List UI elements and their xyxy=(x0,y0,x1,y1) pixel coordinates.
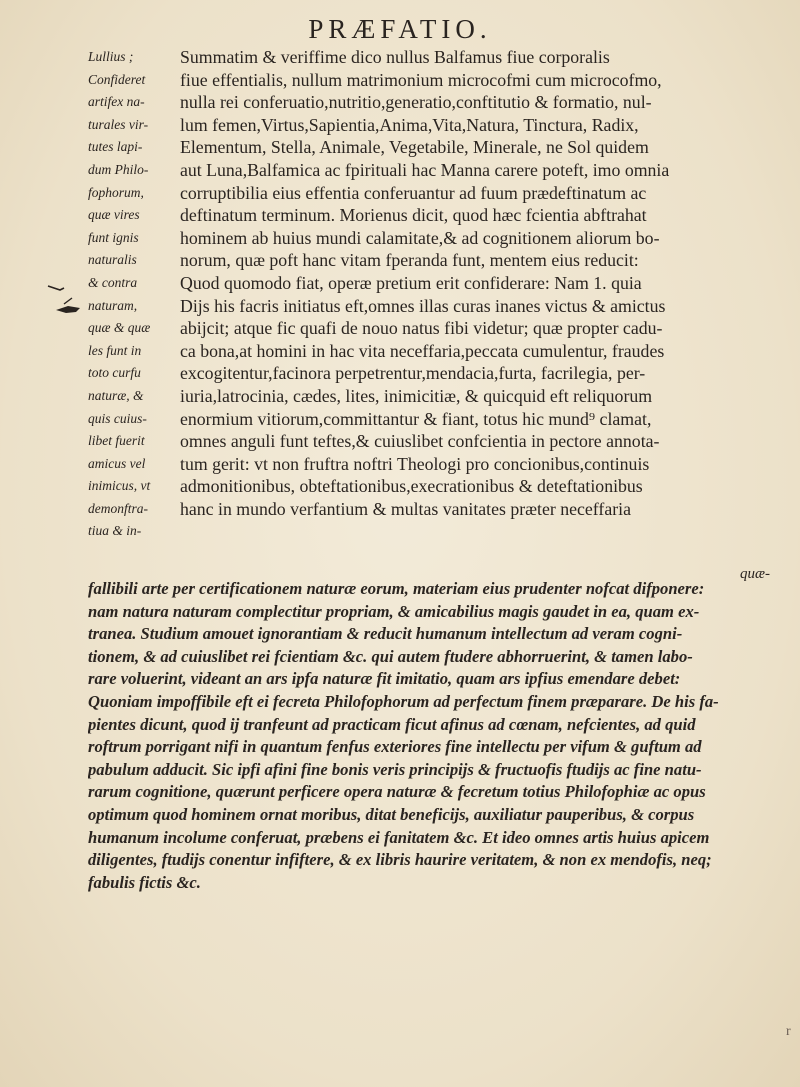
text-line: Quod quomodo fiat, operæ pretium erit confiderare: Nam 1. quia xyxy=(180,272,642,293)
marginal-notes xyxy=(88,46,180,543)
side-note-line: Lullius ; xyxy=(88,49,134,64)
italic-text-line: tionem, & ad cuiuslibet rei fcientiam &c. qui autem ftudere abhorruerint, & tamen labo- xyxy=(88,646,693,666)
text-line: Dijs his facris initiatus eft,omnes illas curas inanes victus & amictus xyxy=(180,295,666,316)
italic-text-line: Quoniam impoffibile eft ei fecreta Philofophorum ad perfectum finem præparare. De his fa- xyxy=(88,691,719,711)
side-note-line: naturæ, & xyxy=(88,387,144,403)
side-note-line: & contra xyxy=(88,274,138,290)
side-note-line: naturalis xyxy=(88,252,137,268)
text-line: omnes anguli funt teftes,& cuiuslibet confcientia in pectore annota- xyxy=(180,431,660,452)
text-line: excogitentur,facinora perpetrentur,mendacia,furta, facrilegia, per- xyxy=(180,363,646,384)
text-line: Summatim & veriffime dico nullus Balfamus fiue corporalis xyxy=(180,47,610,67)
side-note-line: demonftra- xyxy=(88,500,148,516)
text-line: fiue effentialis, nullum matrimonium microcofmi cum microcofmo, xyxy=(180,69,662,90)
side-note-line: artifex na- xyxy=(88,94,145,110)
side-note-line: funt ignis xyxy=(88,229,139,245)
side-note-line: dum Philo- xyxy=(88,161,149,177)
text-line: enormium vitiorum,committantur & fiant, totus hic mund⁹ clamat, xyxy=(180,408,652,429)
side-note-line: amicus vel xyxy=(88,455,146,471)
text-line: corruptibilia eius effentia conferuantur ad fuum prædeftinatum ac xyxy=(180,182,647,203)
side-note-line: libet fuerit xyxy=(88,433,145,449)
body-text-italic xyxy=(88,578,792,894)
side-note-line: inimicus, vt xyxy=(88,478,151,494)
italic-text-line: pabulum adducit. Sic ipfi afini fine bonis veris principijs & fructuofis ftudijs ac fine natu- xyxy=(88,759,702,779)
side-note-line: turales vir- xyxy=(88,116,149,132)
text-line: abijcit; atque fic quafi de nouo natus fibi videtur; quæ propter cadu- xyxy=(180,318,663,339)
italic-text-line: nam natura naturam complectitur propriam, & amicabilius magis gaudet in ea, quam ex- xyxy=(88,601,700,621)
italic-text-line: roftrum porrigant nifi in quantum fenfus exteriores fine intellectu per vifum & guftum ad xyxy=(88,737,702,757)
italic-text-line: fabulis fictis &c. xyxy=(88,872,201,892)
text-line: admonitionibus, obteftationibus,execrationibus & deteftationibus xyxy=(180,476,643,497)
side-note-line: tiua & in- xyxy=(88,523,142,539)
text-line: ca bona,at homini in hac vita neceffaria,peccata cumulentur, fraudes xyxy=(180,340,665,361)
italic-text-line: optimum quod hominem ornat moribus, ditat beneficijs, auxiliatur pauperibus, & corpus xyxy=(88,804,695,824)
side-note-line: fophorum, xyxy=(88,184,144,200)
edge-mark: r xyxy=(786,1024,791,1039)
text-line: deftinatum terminum. Morienus dicit, quod hæc fcientia abftrahat xyxy=(180,205,647,226)
side-note-line: les funt in xyxy=(88,342,142,358)
italic-text-line: rare voluerint, videant an ars ipfa naturæ fit imitatio, quam ars ipfius emendare debet: xyxy=(88,669,681,689)
text-line: tum gerit: vt non fruftra noftri Theologi pro concionibus,continuis xyxy=(180,453,650,474)
text-line: Elementum, Stella, Animale, Vegetabile, Minerale, ne Sol quidem xyxy=(180,137,649,158)
italic-text-line: rarum cognitione, quærunt perficere opera naturæ & fecretum totius Philofophiæ ac opus xyxy=(88,782,706,802)
italic-text-line: fallibili arte per certificationem naturæ eorum, materiam eius prudenter nofcat difponere: xyxy=(88,579,705,598)
side-note-line: toto curfu xyxy=(88,365,141,381)
side-note-line: quæ vires xyxy=(88,207,140,223)
italic-text-line: diligentes, ftudijs conentur infiftere, & ex libris haurire veritatem, & non ex mendofis, neq; xyxy=(88,850,712,870)
side-note-line: Confideret xyxy=(88,71,146,87)
side-note-line: naturam, xyxy=(88,297,138,313)
text-line: aut Luna,Balfamica ac fpirituali hac Manna carere poteft, imo omnia xyxy=(180,159,670,180)
italic-text-line: humanum incolume conferuat, præbens ei fanitatem &c. Et ideo omnes artis huius apicem xyxy=(88,827,710,847)
text-line: nulla rei conferuatio,nutritio,generatio,conftitutio & formatio, nul- xyxy=(180,92,652,113)
catchword: quæ- xyxy=(740,566,770,582)
text-line: hominem ab huius mundi calamitate,& ad cognitionem aliorum bo- xyxy=(180,227,660,248)
side-note-line: tutes lapi- xyxy=(88,139,143,155)
text-line: iuria,latrocinia, cædes, lites, inimicitiæ, & quicquid eft reliquorum xyxy=(180,385,653,406)
italic-text-line: pientes dicunt, quod ij tranfeunt ad practicam ficut afinus ad cœnam, nefcientes, ad quid xyxy=(88,714,696,734)
text-line: norum, quæ poft hanc vitam fperanda funt, mentem eius reducit: xyxy=(180,250,639,271)
side-note-line: quæ & quæ xyxy=(88,320,151,336)
text-line: hanc in mundo verfantium & multas vanitates præter neceffaria xyxy=(180,498,631,519)
text-line: lum femen,Virtus,Sapientia,Anima,Vita,Natura, Tinctura, Radix, xyxy=(180,114,639,135)
body-text-roman xyxy=(180,46,792,520)
italic-text-line: tranea. Studium amouet ignorantiam & reducit humanum intellectum ad veram cogni- xyxy=(88,624,683,644)
page-header: PRÆFATIO. xyxy=(308,14,492,44)
side-note-line: quis cuius- xyxy=(88,410,147,426)
